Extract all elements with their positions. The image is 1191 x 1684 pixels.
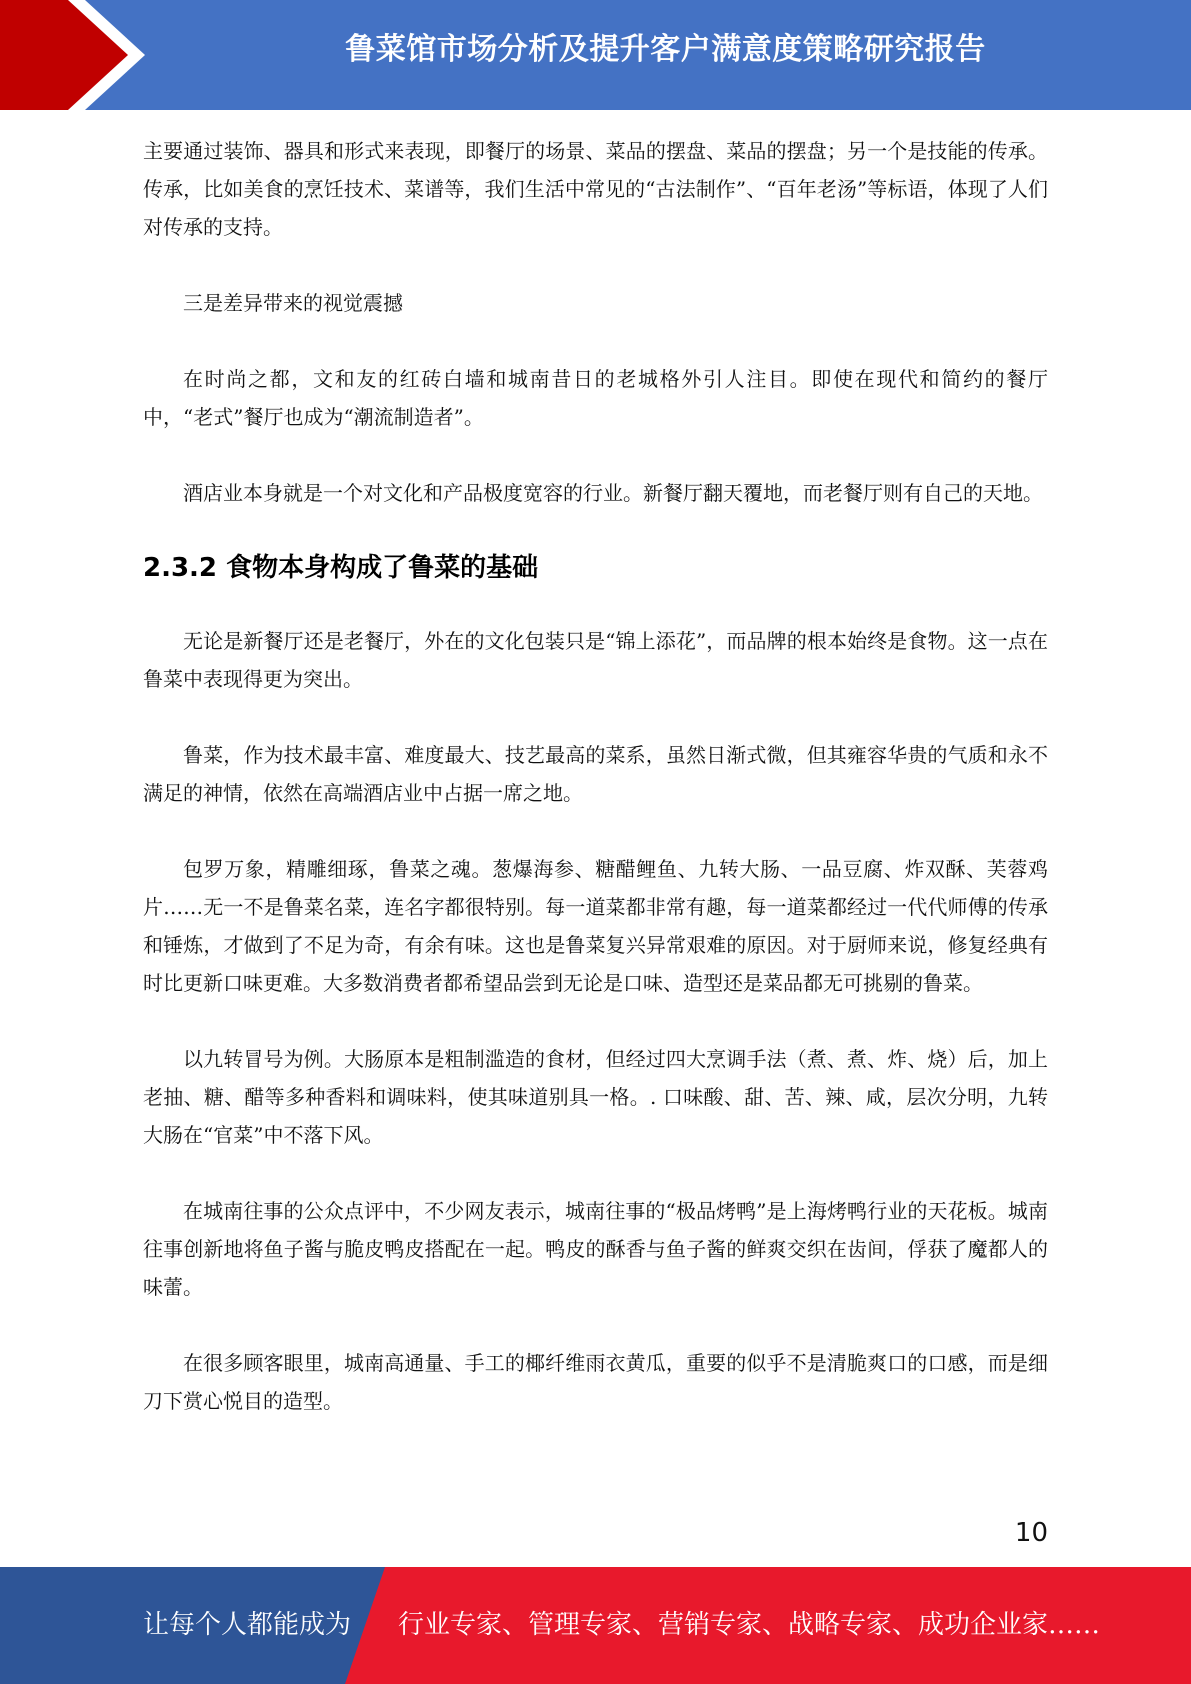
body-paragraph: 在时尚之都，文和友的红砖白墙和城南昔日的老城格外引人注目。即使在现代和简约的餐厅中，“老式”餐厅也成为“潮流制造者”。 bbox=[143, 367, 1048, 429]
section-heading: 2.3.2 食物本身构成了鲁菜的基础 bbox=[143, 553, 539, 583]
footer-slogan-left: 让每个人都能成为 bbox=[143, 1610, 352, 1640]
page-footer bbox=[0, 1567, 1191, 1684]
footer-slogan-right: 行业专家、管理专家、营销专家、战略专家、成功企业家…… bbox=[398, 1610, 1101, 1640]
body-paragraph: 在城南往事的公众点评中，不少网友表示，城南往事的“极品烤鸭”是上海烤鸭行业的天花板。城南往事创新地将鱼子酱与脆皮鸭皮搭配在一起。鸭皮的酥香与鱼子酱的鲜爽交织在齿间，俘获了魔都人的味蕾。 bbox=[143, 1199, 1048, 1299]
body-paragraph: 以九转冒号为例。大肠原本是粗制滥造的食材，但经过四大烹调手法（煮、煮、炸、烧）后，加上老抽、糖、醋等多种香料和调味料，使其味道别具一格。. 口味酸、甜、苦、辣、咸，层次分明，九转大肠在“官菜”中不落下风。 bbox=[143, 1047, 1048, 1147]
body-paragraph: 主要通过装饰、器具和形式来表现，即餐厅的场景、菜品的摆盘、菜品的摆盘；另一个是技能的传承。传承，比如美食的烹饪技术、菜谱等，我们生活中常见的“古法制作”、“百年老汤”等标语，体现了人们对传承的支持。 bbox=[143, 139, 1048, 239]
page-number: 10 bbox=[1014, 1518, 1048, 1548]
body-paragraph: 三是差异带来的视觉震撼 bbox=[183, 291, 403, 315]
document-body bbox=[143, 132, 1048, 1420]
body-paragraph: 无论是新餐厅还是老餐厅，外在的文化包装只是“锦上添花”，而品牌的根本始终是食物。这一点在鲁菜中表现得更为突出。 bbox=[143, 629, 1048, 691]
body-paragraph: 包罗万象，精雕细琢，鲁菜之魂。葱爆海参、糖醋鲤鱼、九转大肠、一品豆腐、炸双酥、芙蓉鸡片……无一不是鲁菜名菜，连名字都很特别。每一道菜都非常有趣，每一道菜都经过一代代师傅的传承和锤炼，才做到了不足为奇，有余有味。这也是鲁菜复兴异常艰难的原因。对于厨师来说，修复经典有时比更新口味更难。大多数消费者都希望品尝到无论是口味、造型还是菜品都无可挑剔的鲁菜。 bbox=[143, 857, 1048, 995]
body-paragraph: 在很多顾客眼里，城南高通量、手工的椰纤维雨衣黄瓜，重要的似乎不是清脆爽口的口感，而是细刀下赏心悦目的造型。 bbox=[143, 1351, 1048, 1413]
body-paragraph: 鲁菜，作为技术最丰富、难度最大、技艺最高的菜系，虽然日渐式微，但其雍容华贵的气质和永不满足的神情，依然在高端酒店业中占据一席之地。 bbox=[143, 743, 1048, 805]
report-title: 鲁菜馆市场分析及提升客户满意度策略研究报告 bbox=[345, 32, 986, 67]
page-header bbox=[0, 0, 1191, 110]
body-paragraph: 酒店业本身就是一个对文化和产品极度宽容的行业。新餐厅翻天覆地，而老餐厅则有自己的天地。 bbox=[183, 481, 1043, 505]
